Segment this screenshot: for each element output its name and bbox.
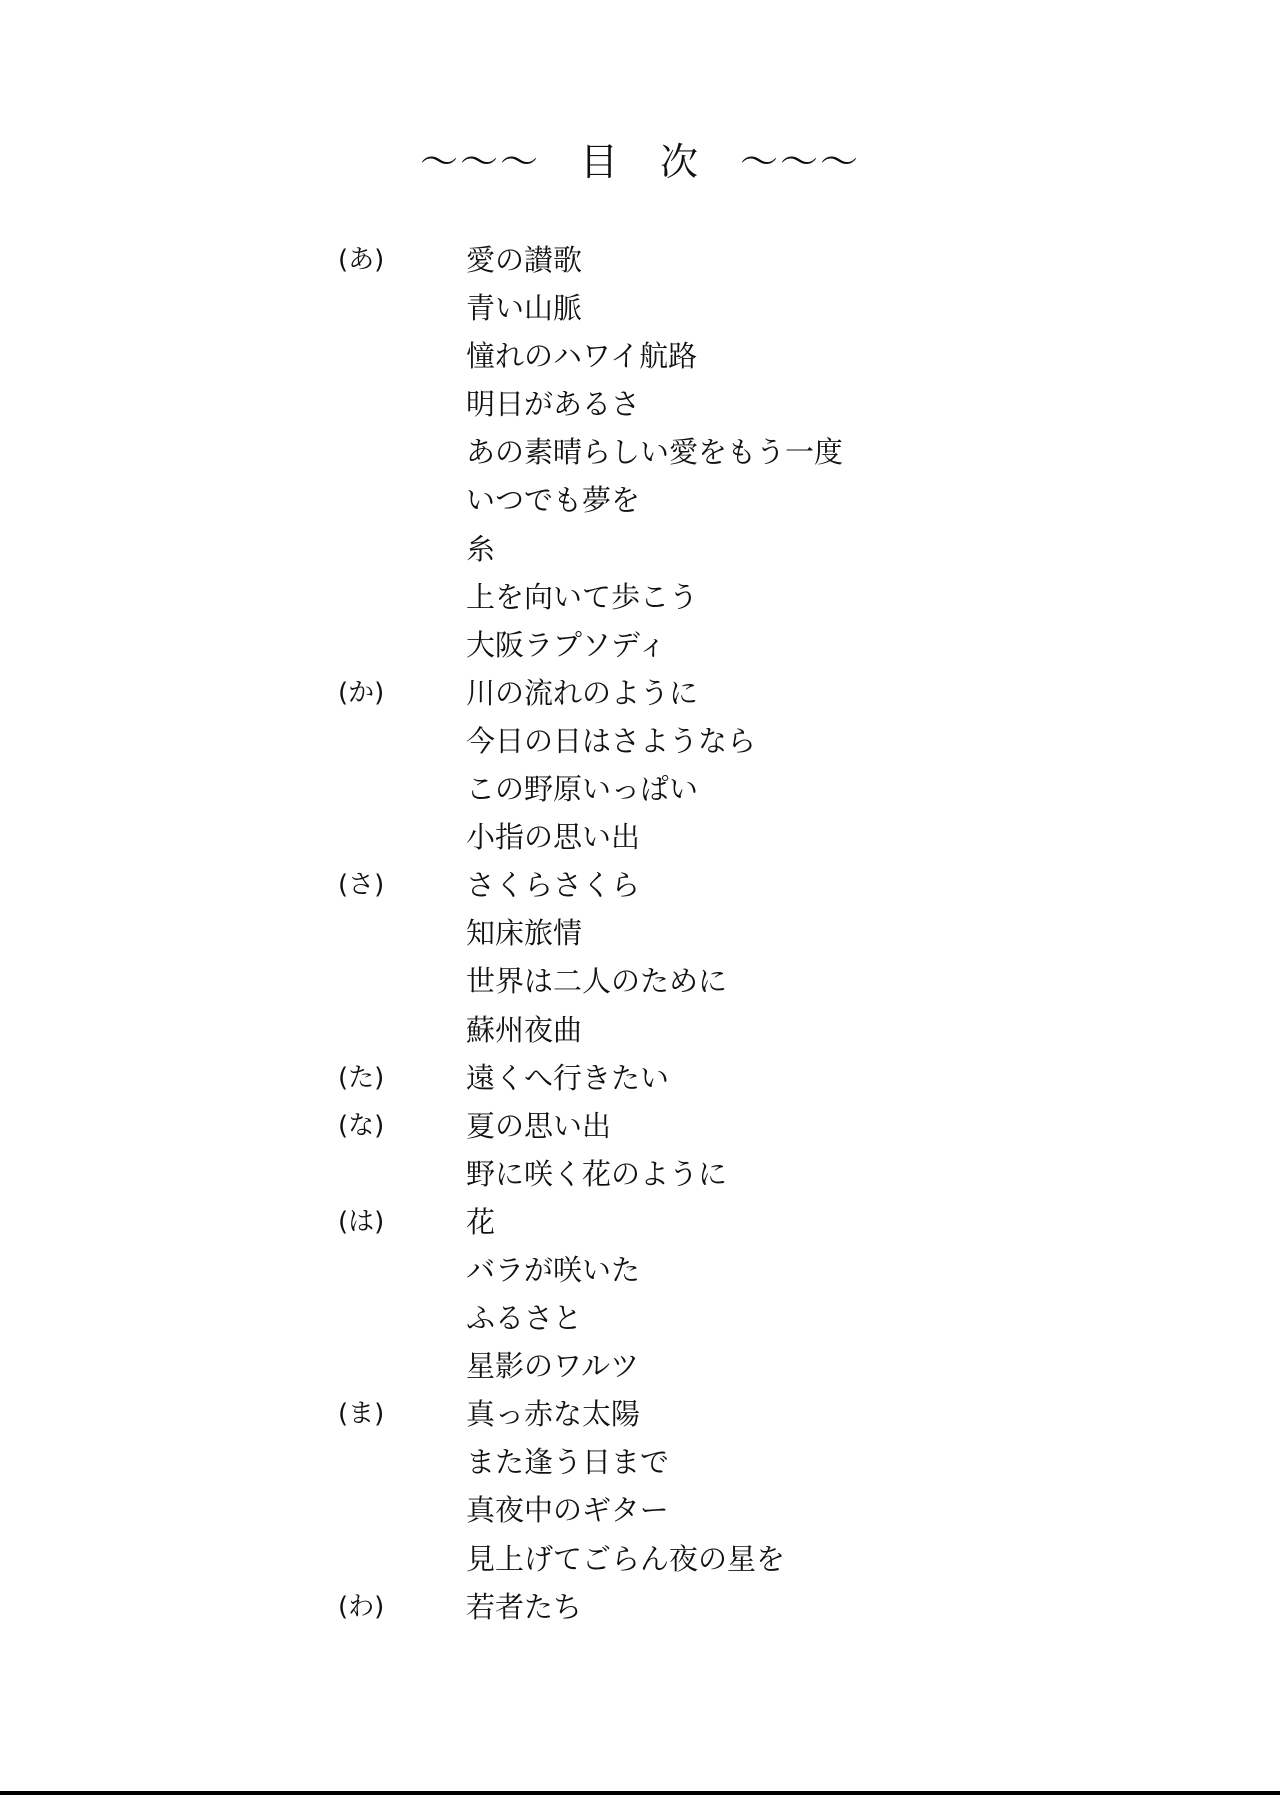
- toc-row: [338, 1390, 1038, 1438]
- toc-row: [338, 1486, 1038, 1534]
- toc-row: [338, 909, 1038, 957]
- toc-row: [338, 1054, 1038, 1102]
- song-title: この野原いっぱい: [466, 772, 699, 807]
- toc-row: [338, 1246, 1038, 1294]
- toc-row: [338, 1102, 1038, 1150]
- song-title: バラが咲いた: [466, 1252, 641, 1287]
- toc-group-label: (あ): [338, 245, 385, 275]
- song-title: 上を向いて歩こう: [466, 579, 699, 614]
- toc-row: [338, 525, 1038, 573]
- toc-group-label: (は): [338, 1206, 385, 1237]
- toc-row: [338, 476, 1038, 524]
- song-title: 蘇州夜曲: [466, 1012, 583, 1047]
- song-title: 川の流れのように: [466, 675, 699, 710]
- song-title: 今日の日はさようなら: [466, 723, 757, 758]
- toc-row: [338, 957, 1038, 1005]
- song-title: 星影のワルツ: [466, 1349, 640, 1384]
- toc-row: [338, 717, 1038, 765]
- toc-group-label: (さ): [338, 870, 385, 901]
- song-title: 真っ赤な太陽: [466, 1397, 641, 1432]
- bottom-rule: [0, 1791, 1280, 1795]
- toc-row: [338, 1006, 1038, 1054]
- toc-row: [338, 428, 1038, 476]
- song-title: 真夜中のギター: [466, 1493, 669, 1528]
- toc-group-label: (わ): [338, 1591, 385, 1622]
- song-title: 若者たち: [466, 1589, 583, 1624]
- song-title: さくらさくら: [466, 868, 641, 903]
- toc-row: [338, 332, 1038, 380]
- song-title: 夏の思い出: [466, 1108, 612, 1143]
- song-title: あの素晴らしい愛をもう一度: [466, 435, 844, 470]
- toc-row: [338, 1583, 1038, 1631]
- song-title: 憧れのハワイ航路: [466, 339, 698, 374]
- toc-row: [338, 236, 1038, 284]
- toc-row: [338, 1342, 1038, 1390]
- toc-row: [338, 1535, 1038, 1583]
- toc-group-label: (か): [338, 677, 385, 708]
- song-title: 青い山脈: [466, 291, 583, 326]
- song-title: 遠くへ行きたい: [466, 1060, 670, 1095]
- song-title: 大阪ラプソディ: [466, 627, 667, 662]
- song-title: ふるさと: [466, 1301, 583, 1336]
- table-of-contents: [338, 236, 1038, 1631]
- toc-row: [338, 813, 1038, 861]
- song-title: 花: [466, 1204, 496, 1239]
- toc-row: [338, 669, 1038, 717]
- song-title: 明日があるさ: [466, 387, 641, 422]
- toc-row: [338, 1150, 1038, 1198]
- song-title: 愛の讃歌: [466, 243, 583, 277]
- toc-row: [338, 621, 1038, 669]
- toc-row: [338, 1198, 1038, 1246]
- song-title: いつでも夢を: [466, 483, 641, 518]
- song-title: 糸: [466, 531, 496, 566]
- song-title: 野に咲く花のように: [466, 1156, 728, 1191]
- page-title: 〜〜〜 目 次 〜〜〜: [419, 140, 860, 184]
- song-title: 知床旅情: [466, 916, 583, 951]
- toc-row: [338, 380, 1038, 428]
- song-title: 世界は二人のために: [466, 964, 728, 999]
- toc-group-label: (ま): [338, 1399, 385, 1430]
- toc-group-label: (た): [338, 1062, 385, 1093]
- toc-row: [338, 1294, 1038, 1342]
- toc-row: [338, 765, 1038, 813]
- toc-row: [338, 861, 1038, 909]
- toc-group-label: (な): [338, 1110, 385, 1141]
- song-title: 小指の思い出: [466, 820, 641, 855]
- song-title: また逢う日まで: [466, 1445, 670, 1480]
- song-title: 見上げてごらん夜の星を: [466, 1541, 786, 1576]
- toc-row: [338, 573, 1038, 621]
- toc-row: [338, 284, 1038, 332]
- toc-row: [338, 1438, 1038, 1486]
